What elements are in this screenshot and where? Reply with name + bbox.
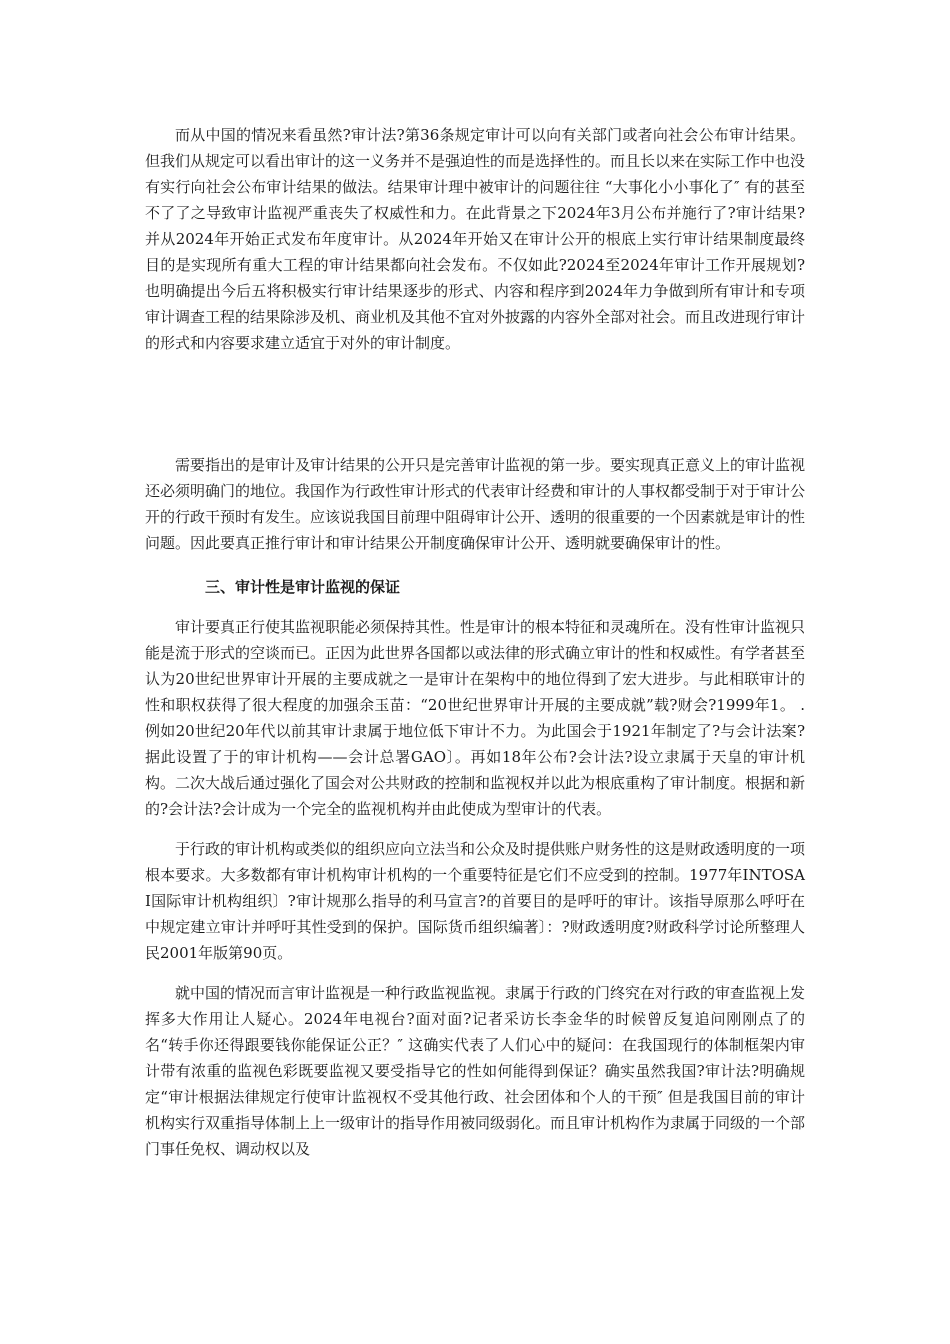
paragraph-1: 而从中国的情况来看虽然?审计法?第36条规定审计可以向有关部门或者向社会公布审计结果。但我们从规定可以看出审计的这一义务并不是强迫性的而是选择性的。而且长以来在实际工作中也没有实行向社会公布审计结果的做法。结果审计理中被审计的问题往往 “大事化小小事化了″ 有的甚至不了了之导致审计监视严重丧失了权威性和力。在此背景之下2024年3月公布并施行了?审计结果?并从2024年开始正式发布年度审计。从2024年开始又在审计公开的根底上实行审计结果制度最终目的是实现所有重大工程的审计结果都向社会发布。不仅如此?2024至2024年审计工作开展规划?也明确提出今后五将积极实行审计结果逐步的形式、内容和程序到2024年力争做到所有审计和专项审计调查工程的结果除涉及机、商业机及其他不宜对外披露的内容外全部对社会。而且改进现行审计的形式和内容要求建立适宜于对外的审计制度。 [145, 126, 806, 352]
paragraph-2: 需要指出的是审计及审计结果的公开只是完善审计监视的第一步。要实现真正意义上的审计监视还必须明确门的地位。我国作为行政性审计形式的代表审计经费和审计的人事权都受制于对于审计公开的行政干预时有发生。应该说我国目前理中阻碍审计公开、透明的很重要的一个因素就是审计的性问题。因此要真正推行审计和审计结果公开制度确保审计公开、透明就要确保审计的性。 [145, 456, 806, 552]
paragraph-5: 就中国的情况而言审计监视是一种行政监视监视。隶属于行政的门终究在对行政的审查监视上发挥多大作用让人疑心。2024年电视台?面对面?记者采访长李金华的时候曾反复追问刚刚点了的名“转手你还得跟要钱你能保证公正？″ 这确实代表了人们心中的疑问：在我国现行的体制框架内审计带有浓重的监视色彩既要监视又要受指导它的性如何能得到保证？确实虽然我国?审计法?明确规定“审计根据法律规定行使审计监视权不受其他行政、社会团体和个人的干预″ 但是我国目前的审计机构实行双重指导体制上上一级审计的指导作用被同级弱化。而且审计机构作为隶属于同级的一个部门事任免权、调动权以及 [145, 984, 806, 1158]
paragraph-3: 审计要真正行使其监视职能必须保持其性。性是审计的根本特征和灵魂所在。没有性审计监视只能是流于形式的空谈而已。正因为此世界各国都以或法律的形式确立审计的性和权威性。有学者甚至认为20世纪世界审计开展的主要成就之一是审计在架构中的地位得到了宏大进步。与此相联审计的性和职权获得了很大程度的加强余玉苗：“20世纪世界审计开展的主要成就”载?财会?1999年1。 .例如20世纪20年代以前其审计隶属于地位低下审计不力。为此国会于1921年制定了?与会计法案?据此设置了于的审计机构——会计总署GAO〕。再如18年公布?会计法?设立隶属于天皇的审计机构。二次大战后通过强化了国会对公共财政的控制和监视权并以此为根底重构了审计制度。根据和新的?会计法?会计成为一个完全的监视机构并由此使成为型审计的代表。 [145, 618, 806, 818]
section-heading: 三、审计性是审计监视的保证 [205, 578, 401, 596]
document-body [145, 122, 805, 1162]
paragraph-4: 于行政的审计机构或类似的组织应向立法当和公众及时提供账户财务性的这是财政透明度的一项根本要求。大多数都有审计机构审计机构的一个重要特征是它们不应受到的控制。1977年INTOSAI国际审计机构组织〕?审计规那么指导的利马宣言?的首要目的是呼吁的审计。该指导原那么呼吁在中规定建立审计并呼吁其性受到的保护。国际货币组织编著〕：?财政透明度?财政科学讨论所整理人民2001年版第90页。 [145, 840, 806, 962]
